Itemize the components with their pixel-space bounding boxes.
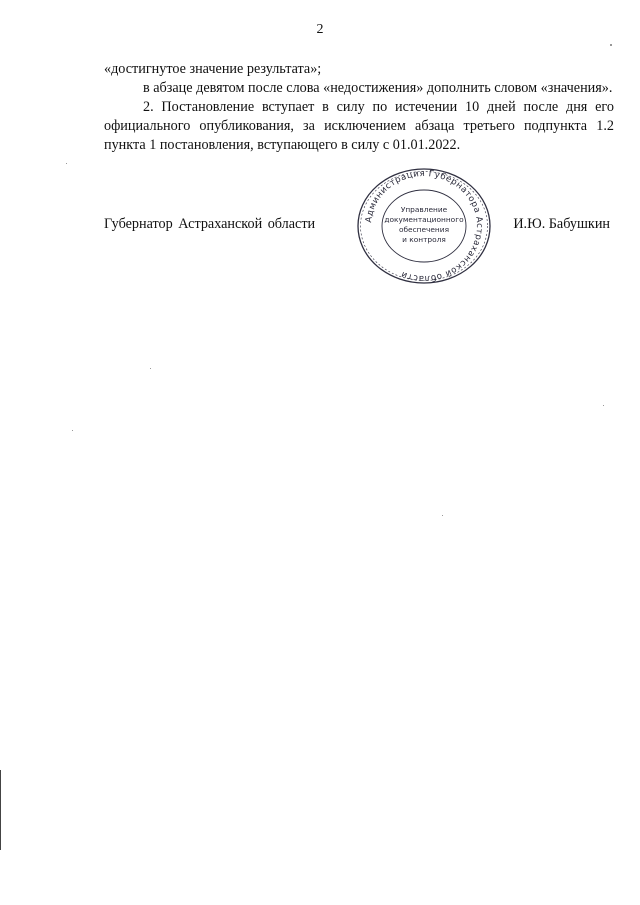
document-body [104, 60, 614, 155]
scan-speck [72, 430, 73, 431]
signatory-position: Губернатор Астраханской области [104, 216, 316, 232]
page-number: 2 [316, 22, 324, 37]
scan-speck [150, 368, 151, 369]
scan-speck [442, 515, 443, 516]
stamp-seal-icon [355, 166, 493, 286]
stamp-inner-line-4: и контроля [402, 235, 446, 244]
stamp-inner-line-1: Управление [400, 205, 448, 214]
stamp-inner-line-2: документационного [384, 215, 464, 224]
scan-edge-line [0, 770, 1, 850]
paragraph-1: «достигнутое значение результата»; [104, 61, 322, 77]
paragraph-3: 2. Постановление вступает в силу по истечении 10 дней после дня его официального опубликования, за исключением абзаца третьего подпункта 1.2 пункта 1 постановления, вступающего в силу с 01.01.2022. [104, 99, 614, 153]
scan-speck [603, 405, 604, 406]
stamp-inner-line-3: обеспечения [398, 225, 450, 234]
stamp-ring-text: Администрация Губернатора Астраханской области [364, 168, 485, 284]
paragraph-2: в абзаце девятом после слова «недостижения» дополнить словом «значения». [143, 80, 613, 96]
scan-speck [66, 163, 67, 164]
signatory-name: И.Ю. Бабушкин [513, 216, 610, 232]
scan-speck [610, 44, 612, 46]
official-stamp [355, 166, 493, 286]
